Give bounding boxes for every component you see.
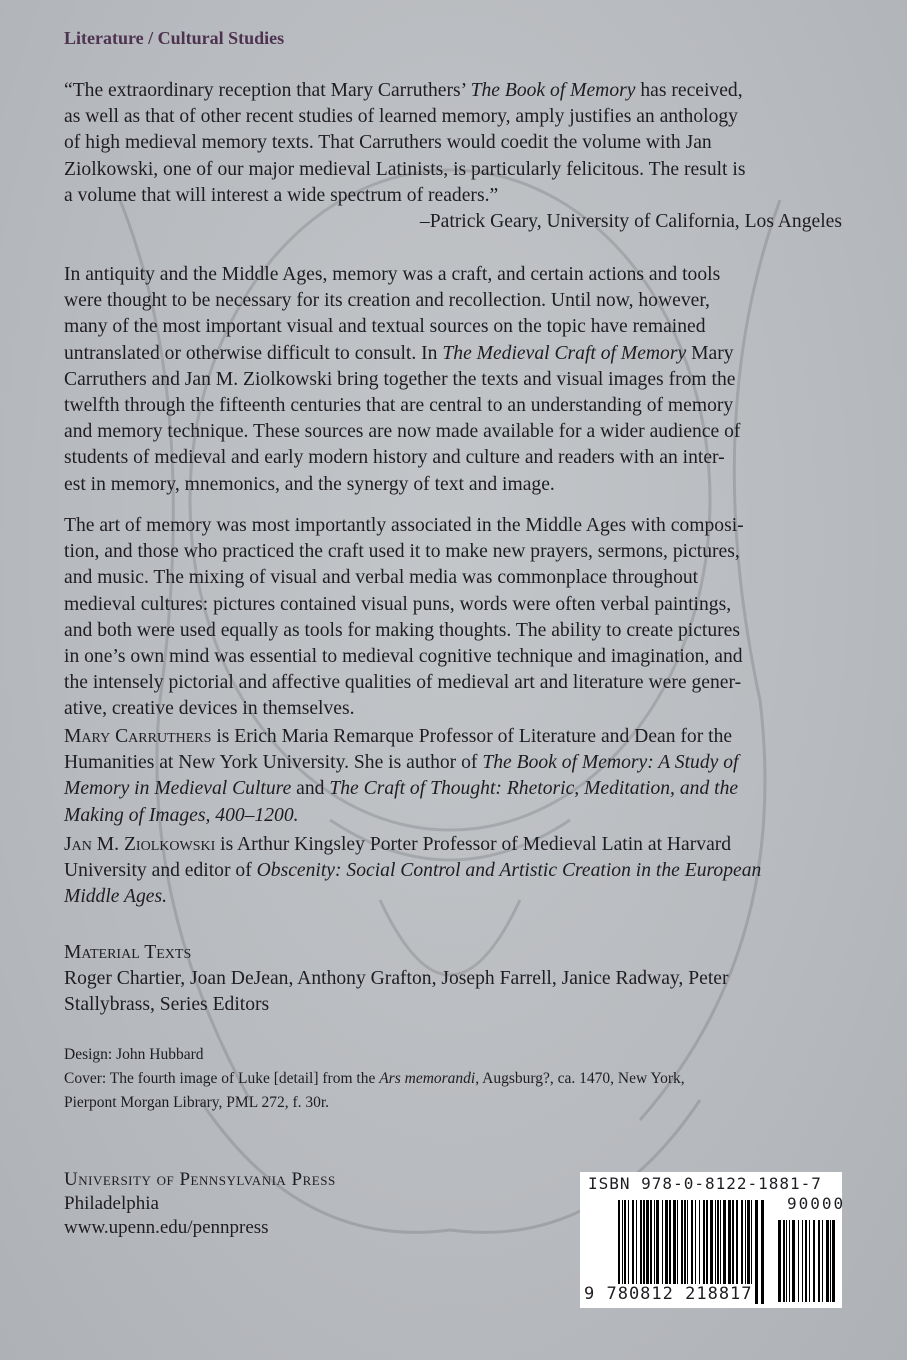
text-segment: twelfth through the fifteenth centuries that are central to an understanding of memory bbox=[64, 395, 734, 417]
description-para-1 bbox=[64, 262, 854, 498]
category-label: Literature / Cultural Studies bbox=[64, 28, 285, 48]
barcode-bar bbox=[830, 1220, 831, 1302]
text-line bbox=[64, 803, 854, 829]
barcode-bar bbox=[802, 1220, 803, 1302]
review-quote bbox=[64, 78, 854, 235]
italic-text: Middle Ages. bbox=[64, 886, 168, 908]
text-segment: and bbox=[291, 778, 330, 800]
text-line bbox=[64, 104, 854, 130]
text-line bbox=[64, 445, 854, 471]
barcode-bar bbox=[789, 1220, 790, 1302]
barcode-bar bbox=[832, 1220, 835, 1302]
text-line bbox=[64, 940, 854, 966]
text-line bbox=[64, 1043, 854, 1067]
price-code: 90000 bbox=[787, 1194, 846, 1213]
text-line bbox=[64, 750, 854, 776]
text-line bbox=[64, 130, 854, 156]
text-segment: of high medieval memory texts. That Carruthers would coedit the volume with Jan bbox=[64, 132, 712, 154]
text-line bbox=[64, 341, 854, 367]
text-segment: and memory technique. These sources are now made available for a wider audience of bbox=[64, 421, 741, 443]
text-segment: in one’s own mind was essential to medieval cognitive technique and imagination, and bbox=[64, 646, 743, 668]
text-segment: Pierpont Morgan Library, PML 272, f. 30r. bbox=[64, 1094, 330, 1111]
small-caps-text: Material Texts bbox=[64, 942, 192, 963]
text-segment: untranslated or otherwise difficult to consult. In bbox=[64, 342, 443, 364]
text-segment: In antiquity and the Middle Ages, memory was a craft, and certain actions and tools bbox=[64, 264, 721, 285]
text-line bbox=[64, 618, 854, 644]
italic-text: The Book of Memory bbox=[470, 80, 636, 101]
text-segment: many of the most important visual and textual sources on the topic have remained bbox=[64, 316, 706, 338]
text-segment: est in memory, mnemonics, and the synergy of text and image. bbox=[64, 473, 555, 495]
text-segment: were thought to be necessary for its creation and recollection. Until now, however, bbox=[64, 290, 710, 312]
text-line bbox=[64, 513, 854, 539]
text-line bbox=[64, 314, 854, 340]
text-line bbox=[64, 670, 854, 696]
barcode-bar bbox=[778, 1220, 781, 1302]
text-line bbox=[64, 858, 854, 884]
isbn-barcode bbox=[580, 1172, 846, 1308]
text-line bbox=[64, 539, 854, 565]
text-line bbox=[64, 157, 854, 183]
small-caps-text: Mary Carruthers bbox=[64, 726, 212, 747]
barcode-bar bbox=[755, 1200, 758, 1304]
publisher-info bbox=[64, 1168, 336, 1240]
barcode-bar bbox=[761, 1200, 764, 1304]
text-line bbox=[64, 565, 854, 591]
text-segment: Ziolkowski, one of our major medieval Latinists, is particularly felicitous. The result is bbox=[64, 158, 746, 180]
publisher-name: University of Pennsylvania Press bbox=[64, 1169, 336, 1190]
text-segment: is Erich Maria Remarque Professor of Literature and Dean for the bbox=[211, 726, 733, 747]
text-line bbox=[64, 393, 854, 419]
text-segment: ative, creative devices in themselves. bbox=[64, 698, 355, 720]
italic-text: The Medieval Craft of Memory bbox=[442, 342, 687, 364]
quote-attribution: –Patrick Geary, University of California, Los Angeles bbox=[419, 211, 842, 233]
text-segment: and music. The mixing of visual and verbal media was commonplace throughout bbox=[64, 567, 699, 589]
text-line bbox=[64, 776, 854, 802]
text-segment: has received, bbox=[635, 80, 743, 101]
text-segment: students of medieval and early modern history and culture and readers with an inter- bbox=[64, 447, 725, 469]
barcode-bar bbox=[813, 1220, 815, 1302]
barcode-bar bbox=[792, 1220, 795, 1302]
barcode-bar bbox=[826, 1220, 829, 1302]
text-segment: “The extraordinary reception that Mary Carruthers’ bbox=[64, 80, 471, 101]
isbn-label: ISBN 978-0-8122-1881-7 bbox=[588, 1174, 822, 1193]
cover-credits bbox=[64, 1043, 854, 1115]
barcode-bar bbox=[805, 1220, 807, 1302]
text-segment: , Augsburg?, ca. 1470, New York, bbox=[475, 1070, 685, 1087]
text-line bbox=[64, 696, 854, 722]
barcode-bar bbox=[822, 1220, 823, 1302]
series-editors bbox=[64, 940, 854, 1019]
text-segment: Humanities at New York University. She is author of bbox=[64, 752, 483, 774]
text-line bbox=[64, 472, 854, 498]
italic-text: Ars memorandi bbox=[379, 1070, 476, 1087]
barcode-digits: 9 780812 218817 bbox=[584, 1284, 753, 1304]
text-line bbox=[64, 592, 854, 618]
text-segment: a volume that will interest a wide spectrum of readers.” bbox=[64, 184, 499, 206]
text-segment: Design: John Hubbard bbox=[64, 1046, 204, 1063]
text-line bbox=[64, 288, 854, 314]
text-segment: The art of memory was most importantly associated in the Middle Ages with composi- bbox=[64, 515, 744, 536]
barcode-bar bbox=[818, 1220, 820, 1302]
description-para-2 bbox=[64, 513, 854, 723]
text-line bbox=[64, 966, 854, 992]
text-line bbox=[64, 419, 854, 445]
barcode-bar bbox=[809, 1220, 810, 1302]
text-segment: as well as that of other recent studies of learned memory, amply justifies an anthology bbox=[64, 106, 738, 128]
text-segment: the intensely pictorial and affective qualities of medieval art and literature were gener- bbox=[64, 672, 742, 694]
text-segment: Stallybrass, Series Editors bbox=[64, 994, 270, 1016]
author-bio-ziolkowski bbox=[64, 832, 854, 911]
text-line bbox=[64, 183, 854, 209]
text-segment: Carruthers and Jan M. Ziolkowski bring together the texts and visual images from the bbox=[64, 368, 736, 390]
text-segment: Roger Chartier, Joan DeJean, Anthony Grafton, Joseph Farrell, Janice Radway, Peter bbox=[64, 968, 729, 990]
publisher-url: www.upenn.edu/pennpress bbox=[64, 1217, 269, 1238]
text-line bbox=[64, 832, 854, 858]
italic-text: Memory in Medieval Culture bbox=[64, 778, 292, 800]
author-bio-carruthers bbox=[64, 724, 854, 829]
italic-text: Obscenity: Social Control and Artistic Creation in the European bbox=[256, 860, 762, 882]
italic-text: The Craft of Thought: Rhetoric, Meditation, and the bbox=[329, 778, 739, 800]
text-segment: University and editor of bbox=[64, 860, 257, 882]
italic-text: The Book of Memory: A Study of bbox=[482, 752, 739, 774]
barcode-bar bbox=[798, 1220, 799, 1302]
text-line bbox=[64, 262, 854, 288]
text-segment: tion, and those who practiced the craft used it to make new prayers, sermons, pictures, bbox=[64, 541, 740, 563]
barcode-bar bbox=[786, 1220, 787, 1302]
text-segment: Mary bbox=[686, 342, 734, 364]
text-line bbox=[64, 78, 854, 104]
publisher-city: Philadelphia bbox=[64, 1193, 159, 1214]
text-segment: and both were used equally as tools for making thoughts. The ability to create pictures bbox=[64, 619, 740, 641]
text-segment: is Arthur Kingsley Porter Professor of Medieval Latin at Harvard bbox=[215, 834, 732, 855]
italic-text: Making of Images, 400–1200. bbox=[64, 804, 299, 826]
text-line bbox=[64, 884, 854, 910]
text-line bbox=[64, 644, 854, 670]
text-segment: Cover: The fourth image of Luke [detail] from the bbox=[64, 1070, 380, 1087]
text-line bbox=[64, 1067, 854, 1091]
barcode-bar bbox=[783, 1220, 785, 1302]
text-line bbox=[64, 992, 854, 1018]
text-line bbox=[64, 367, 854, 393]
text-line bbox=[64, 1091, 854, 1115]
text-segment: medieval cultures: pictures contained visual puns, words were often verbal paintings, bbox=[64, 593, 732, 615]
text-line bbox=[64, 724, 854, 750]
small-caps-text: Jan M. Ziolkowski bbox=[64, 834, 216, 855]
